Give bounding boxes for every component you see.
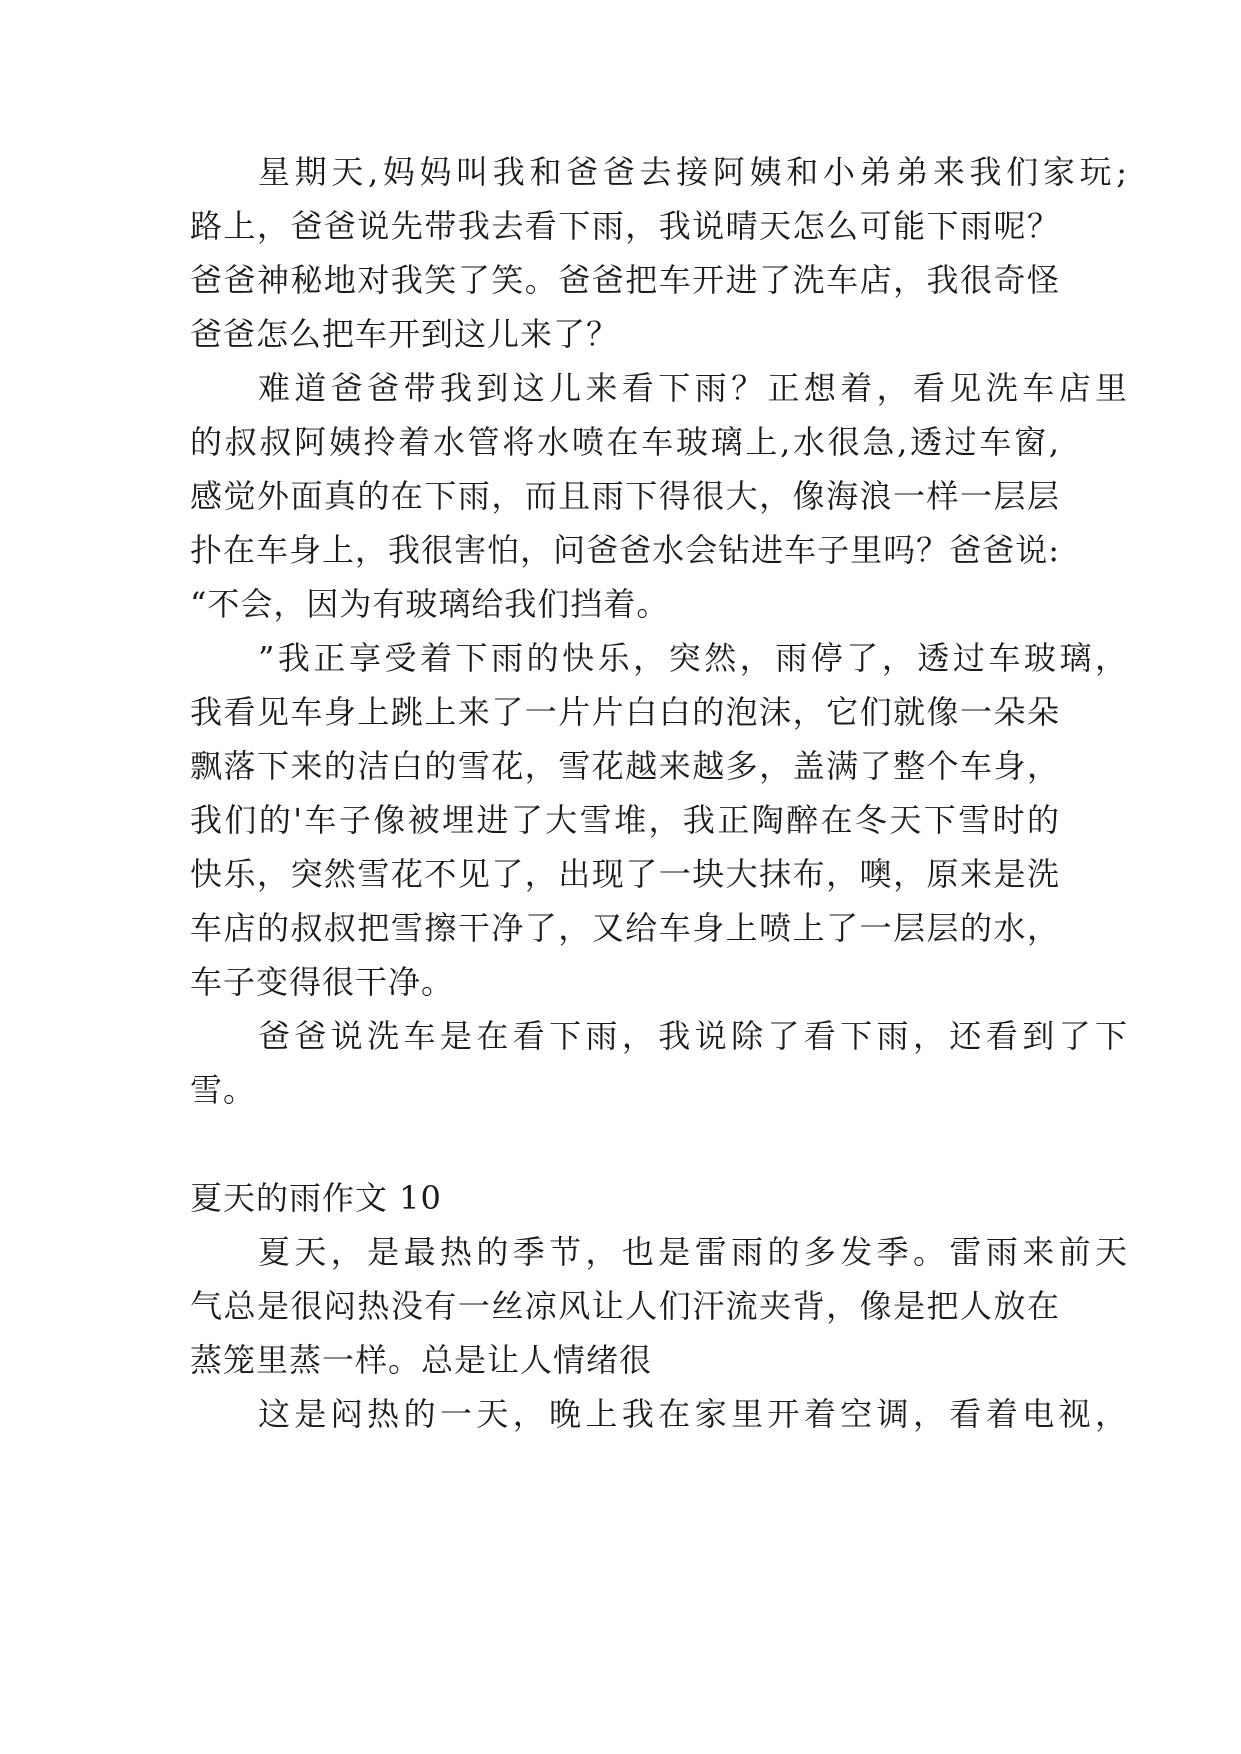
paragraph-line: 的叔叔阿姨拎着水管将水喷在车玻璃上,水很急,透过车窗, — [190, 423, 1060, 461]
paragraph-line: 爸爸神秘地对我笑了笑。爸爸把车开进了洗车店，我很奇怪 — [190, 261, 1060, 299]
paragraph-line: 这是闷热的一天，晚上我在家里开着空调，看着电视， — [258, 1395, 1128, 1433]
paragraph-line: 车子变得很干净。 — [190, 963, 455, 1001]
paragraph-line: 飘落下来的洁白的雪花，雪花越来越多，盖满了整个车身， — [190, 747, 1060, 785]
paragraph-line: 蒸笼里蒸一样。总是让人情绪很 — [190, 1341, 653, 1379]
paragraph-line: 扑在车身上，我很害怕，问爸爸水会钻进车子里吗？爸爸说: — [190, 531, 1060, 569]
paragraph-line: 夏天，是最热的季节，也是雷雨的多发季。雷雨来前天 — [258, 1233, 1128, 1271]
paragraph-line: 我看见车身上跳上来了一片片白白的泡沫，它们就像一朵朵 — [190, 693, 1060, 731]
paragraph-line: 我们的'车子像被埋进了大雪堆，我正陶醉在冬天下雪时的 — [190, 801, 1060, 839]
paragraph-line: 感觉外面真的在下雨，而且雨下得很大，像海浪一样一层层 — [190, 477, 1060, 515]
paragraph-line: 爸爸怎么把车开到这儿来了？ — [190, 315, 620, 353]
paragraph-line: 雪。 — [190, 1071, 257, 1109]
paragraph-line: 车店的叔叔把雪擦干净了，又给车身上喷上了一层层的水， — [190, 909, 1060, 947]
paragraph-line: 快乐，突然雪花不见了，出现了一块大抹布，噢，原来是洗 — [190, 855, 1060, 893]
paragraph-line: 难道爸爸带我到这儿来看下雨？正想着，看见洗车店里 — [258, 369, 1128, 407]
paragraph-line: “不会，因为有玻璃给我们挡着。 — [190, 585, 670, 623]
paragraph-line: ”我正享受着下雨的快乐，突然，雨停了，透过车玻璃， — [258, 639, 1128, 677]
section-heading: 夏天的雨作文 10 — [190, 1179, 442, 1217]
paragraph-line: 星期天,妈妈叫我和爸爸去接阿姨和小弟弟来我们家玩; — [258, 153, 1128, 191]
paragraph-line: 气总是很闷热没有一丝凉风让人们汗流夹背，像是把人放在 — [190, 1287, 1060, 1325]
paragraph-line: 路上，爸爸说先带我去看下雨，我说晴天怎么可能下雨呢？ — [190, 207, 1060, 245]
paragraph-line: 爸爸说洗车是在看下雨，我说除了看下雨，还看到了下 — [258, 1017, 1128, 1055]
